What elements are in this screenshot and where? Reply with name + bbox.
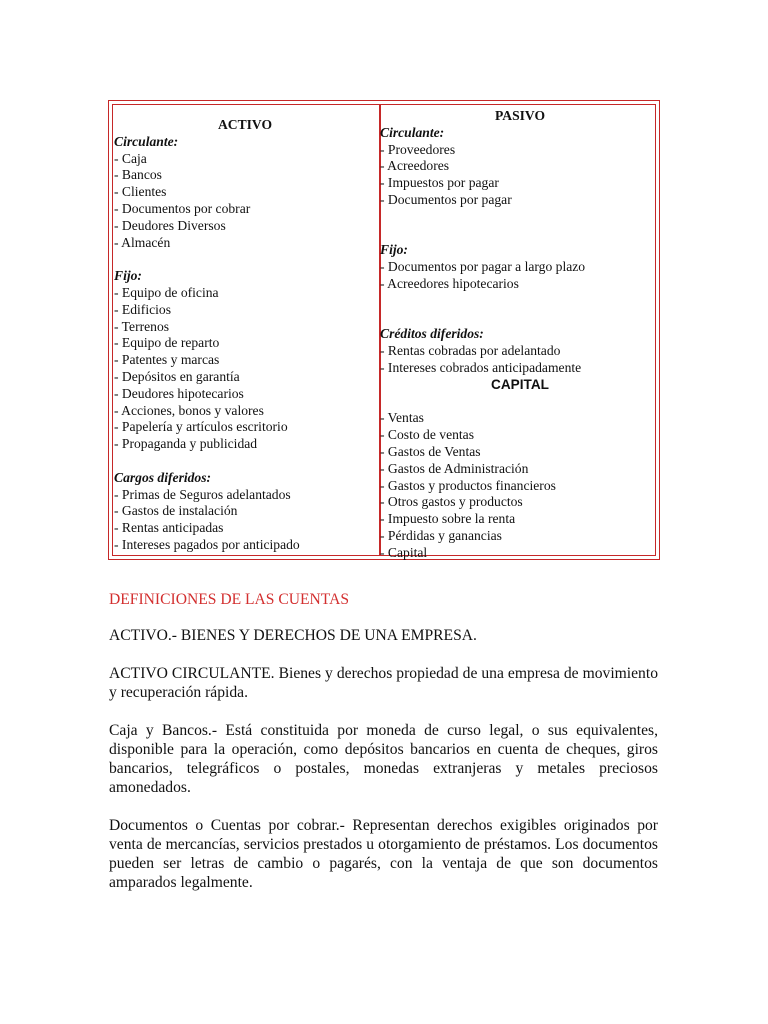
list-item: - Bancos [114,167,162,183]
activo-column [114,117,376,554]
activo-circulante-label: Circulante: [114,133,179,149]
accounts-table-inner-border [112,104,656,560]
list-item: - Otros gastos y productos [380,494,523,510]
pasivo-column [380,108,660,562]
list-item: - Terrenos [114,318,170,334]
list-item: - Primas de Seguros adelantados [114,486,291,502]
list-item: - Equipo de oficina [114,284,219,300]
list-item: - Costo de ventas [380,427,475,443]
list-item: - Acreedores hipotecarios [380,275,519,291]
pasivo-circulante-label: Circulante: [380,124,445,140]
activo-cargos-label: Cargos diferidos: [114,469,212,485]
list-item: - Papelería y artículos escritorio [114,419,288,435]
list-item: - Edificios [114,301,172,317]
definition-paragraph: ACTIVO.- BIENES Y DERECHOS DE UNA EMPRESA. [109,627,477,644]
list-item: - Clientes [114,184,167,200]
definition-paragraph: ACTIVO CIRCULANTE. Bienes y derechos propiedad de una empresa de movimiento y recuperación rápida. [109,665,658,701]
pasivo-fijo-label: Fijo: [380,242,408,258]
list-item: - Acciones, bonos y valores [114,402,264,418]
definition-paragraph: Caja y Bancos.- Está constituida por moneda de curso legal, o sus equivalentes, disponible para la operación, como depósitos bancarios en cuenta de cheques, giros bancarios, telegráficos o postales, monedas extranjeras y metales preciosos amonedados. [109,722,658,796]
list-item: - Proveedores [380,141,456,157]
list-item: - Pérdidas y ganancias [380,527,502,543]
list-item: - Propaganda y publicidad [114,436,258,452]
list-item: - Acreedores [380,158,450,174]
list-item: - Depósitos en garantía [114,368,240,384]
list-item: - Equipo de reparto [114,335,220,351]
list-item: - Gastos de instalación [114,503,238,519]
list-item: - Intereses pagados por anticipado [114,536,300,552]
pasivo-creditos-label: Créditos diferidos: [380,326,484,342]
list-item: - Deudores Diversos [114,217,226,233]
list-item: - Patentes y marcas [114,352,220,368]
list-item: - Rentas cobradas por adelantado [380,343,561,359]
list-item: - Gastos de Administración [380,460,529,476]
activo-heading: ACTIVO [217,117,273,132]
list-item: - Documentos por pagar [380,191,512,207]
list-item: - Intereses cobrados anticipadamente [380,359,582,375]
list-item: - Almacén [114,234,171,250]
definitions-section [109,590,658,911]
definition-paragraph: Documentos o Cuentas por cobrar.- Representan derechos exigibles originados por venta de mercancías, servicios prestados u otorgamiento de préstamos. Los documentos pueden ser letras de cambio o pagarés, con la ventaja de que son documentos amparados legalmente. [109,817,658,891]
definitions-title: DEFINICIONES DE LAS CUENTAS [109,591,350,608]
list-item: - Gastos y productos financieros [380,477,556,493]
list-item: - Capital [380,544,428,560]
pasivo-heading: PASIVO [494,108,546,123]
activo-fijo-label: Fijo: [114,268,142,284]
list-item: - Ventas [380,410,424,426]
capital-heading: CAPITAL [491,376,549,392]
accounts-table [108,100,660,560]
list-item: - Documentos por pagar a largo plazo [380,259,586,275]
list-item: - Documentos por cobrar [114,200,251,216]
list-item: - Impuestos por pagar [380,175,499,191]
list-item: - Rentas anticipadas [114,520,224,536]
list-item: - Impuesto sobre la renta [380,511,516,527]
list-item: - Caja [114,150,147,166]
list-item: - Deudores hipotecarios [114,385,244,401]
list-item: - Gastos de Ventas [380,443,481,459]
